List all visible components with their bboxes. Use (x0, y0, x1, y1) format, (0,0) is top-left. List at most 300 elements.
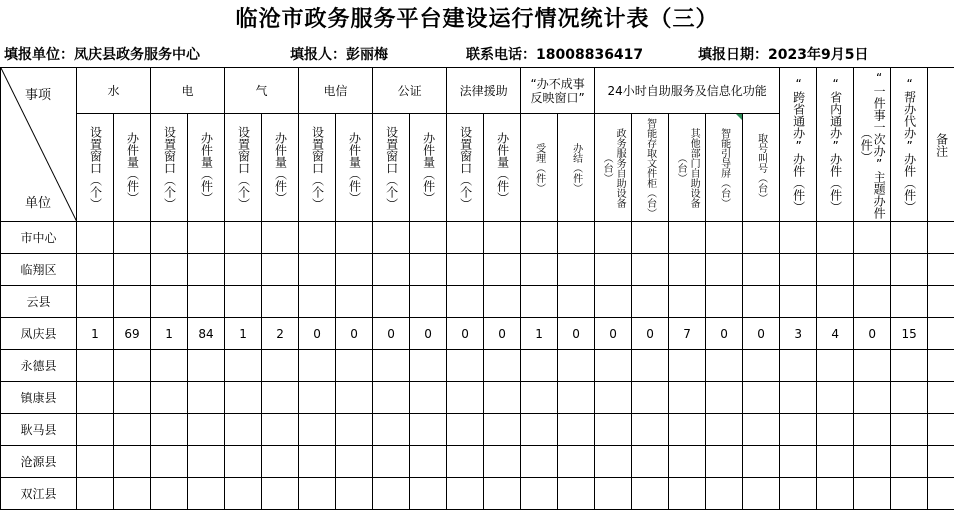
table-cell[interactable] (447, 446, 484, 478)
sub-gas-windows (225, 114, 262, 222)
stats-table (0, 67, 954, 510)
table-cell[interactable]: 0 (299, 318, 336, 350)
table-cell[interactable] (410, 222, 447, 254)
table-cell[interactable] (447, 222, 484, 254)
sub-telecom-windows (299, 114, 336, 222)
sub-legal-windows (447, 114, 484, 222)
sub-notary-cases (410, 114, 447, 222)
col-in-province-label: “省内通办”办件（件） (828, 76, 843, 213)
table-cell[interactable] (854, 414, 891, 446)
table-cell[interactable] (484, 414, 521, 446)
table-row (1, 222, 954, 254)
row-unit-name: 沧源县 (1, 446, 77, 478)
table-cell[interactable] (817, 478, 854, 510)
table-cell[interactable] (521, 446, 558, 478)
table-cell[interactable] (336, 382, 373, 414)
table-cell[interactable] (151, 478, 188, 510)
page-title: 临沧市政务服务平台建设运行情况统计表（三） (235, 6, 719, 32)
table-cell[interactable] (484, 254, 521, 286)
table-cell[interactable] (817, 414, 854, 446)
table-cell[interactable] (373, 414, 410, 446)
table-cell[interactable] (817, 350, 854, 382)
table-cell[interactable]: 15 (891, 318, 928, 350)
sub-label: 办件量（件） (125, 131, 140, 204)
row-unit-name: 耿马县 (1, 414, 77, 446)
table-cell[interactable] (595, 222, 632, 254)
table-cell[interactable] (632, 350, 669, 382)
table-cell[interactable] (188, 446, 225, 478)
table-cell[interactable] (817, 446, 854, 478)
table-cell[interactable] (151, 382, 188, 414)
table-cell[interactable] (706, 350, 743, 382)
table-cell[interactable] (262, 382, 299, 414)
sub-other-devices (669, 114, 706, 222)
table-cell[interactable] (632, 478, 669, 510)
table-cell[interactable] (706, 414, 743, 446)
fill-unit-label: 填报单位： (4, 47, 74, 63)
group-selfservice: 24小时自助服务及信息化功能 (595, 68, 780, 114)
table-cell[interactable] (632, 222, 669, 254)
table-cell[interactable] (77, 414, 114, 446)
table-cell[interactable] (595, 286, 632, 318)
table-cell[interactable] (780, 414, 817, 446)
sub-label: 办结（件） (570, 142, 582, 193)
table-cell[interactable] (410, 382, 447, 414)
table-cell[interactable] (632, 382, 669, 414)
table-cell[interactable] (558, 382, 595, 414)
table-cell[interactable] (928, 254, 954, 286)
table-cell[interactable]: 0 (447, 318, 484, 350)
table-cell[interactable] (743, 382, 780, 414)
table-cell[interactable] (521, 350, 558, 382)
col-one-thing-label: “一件事一次办”主题办件（件） (859, 70, 887, 219)
table-cell[interactable] (706, 446, 743, 478)
table-cell[interactable] (373, 478, 410, 510)
table-cell[interactable] (521, 414, 558, 446)
table-cell[interactable] (151, 414, 188, 446)
table-cell[interactable] (114, 382, 151, 414)
table-cell[interactable]: 0 (632, 318, 669, 350)
table-cell[interactable] (595, 254, 632, 286)
sub-power-windows (151, 114, 188, 222)
table-cell[interactable] (669, 446, 706, 478)
sub-label: 其他部门自助设备（台） (675, 127, 700, 208)
table-cell[interactable] (743, 222, 780, 254)
col-one-thing (854, 68, 891, 222)
table-cell[interactable]: 1 (77, 318, 114, 350)
col-cross-province-label: “跨省通办”办件（件） (791, 76, 806, 213)
table-cell[interactable] (595, 446, 632, 478)
table-cell[interactable]: 0 (854, 318, 891, 350)
sub-label: 政务服务自助设备（台） (601, 127, 626, 208)
table-cell[interactable]: 0 (558, 318, 595, 350)
table-cell[interactable]: 0 (373, 318, 410, 350)
row-unit-name: 凤庆县 (1, 318, 77, 350)
table-cell[interactable] (928, 414, 954, 446)
table-cell[interactable] (299, 414, 336, 446)
table-cell[interactable] (780, 478, 817, 510)
table-cell[interactable] (151, 446, 188, 478)
fill-date-value: 2023年9月5日 (768, 47, 869, 63)
phone (466, 45, 643, 65)
group-water: 水 (77, 68, 151, 114)
table-cell[interactable] (780, 382, 817, 414)
table-cell[interactable] (114, 254, 151, 286)
sub-power-cases (188, 114, 225, 222)
table-cell[interactable] (447, 350, 484, 382)
table-cell[interactable] (151, 254, 188, 286)
col-proxy-label: “帮办代办”办件（件） (902, 76, 917, 213)
table-cell[interactable] (114, 414, 151, 446)
table-cell[interactable] (151, 222, 188, 254)
table-cell[interactable] (447, 414, 484, 446)
table-cell[interactable] (817, 382, 854, 414)
table-cell[interactable] (558, 222, 595, 254)
sub-queue (743, 114, 780, 222)
table-cell[interactable] (484, 478, 521, 510)
table-cell[interactable] (299, 446, 336, 478)
sub-water-windows (77, 114, 114, 222)
sub-complaint-finished (558, 114, 595, 222)
row-unit-name: 市中心 (1, 222, 77, 254)
table-cell[interactable] (262, 478, 299, 510)
sub-storage (632, 114, 669, 222)
table-cell[interactable] (854, 286, 891, 318)
table-cell[interactable] (447, 478, 484, 510)
table-cell[interactable] (521, 382, 558, 414)
table-cell[interactable] (336, 414, 373, 446)
table-cell[interactable] (410, 254, 447, 286)
table-cell[interactable] (77, 254, 114, 286)
table-cell[interactable] (114, 446, 151, 478)
table-cell[interactable] (928, 318, 954, 350)
sub-water-cases (114, 114, 151, 222)
table-cell[interactable] (743, 254, 780, 286)
sub-label: 办件量（件） (273, 131, 288, 204)
row-unit-name: 云县 (1, 286, 77, 318)
table-cell[interactable] (743, 286, 780, 318)
sub-label: 办件量（件） (199, 131, 214, 204)
table-cell[interactable] (854, 382, 891, 414)
sub-label: 办件量（件） (495, 131, 510, 204)
table-row (1, 446, 954, 478)
table-cell[interactable] (447, 382, 484, 414)
table-cell[interactable] (669, 350, 706, 382)
table-cell[interactable] (373, 382, 410, 414)
table-cell[interactable] (336, 350, 373, 382)
table-cell[interactable] (743, 414, 780, 446)
table-cell[interactable] (410, 350, 447, 382)
table-cell[interactable]: 0 (410, 318, 447, 350)
row-unit-name: 临翔区 (1, 254, 77, 286)
table-cell[interactable] (114, 286, 151, 318)
sub-label: 智能引导屏（台） (718, 127, 730, 208)
table-cell[interactable] (780, 286, 817, 318)
row-unit-name: 双江县 (1, 478, 77, 510)
table-cell[interactable] (928, 478, 954, 510)
sub-label: 设置窗口（个） (88, 125, 103, 210)
table-cell[interactable] (780, 350, 817, 382)
table-cell[interactable] (225, 222, 262, 254)
table-cell[interactable] (336, 222, 373, 254)
col-proxy (891, 68, 928, 222)
sub-label: 受理（件） (533, 142, 545, 193)
table-cell[interactable] (373, 350, 410, 382)
table-cell[interactable] (188, 254, 225, 286)
sub-gov-devices (595, 114, 632, 222)
sub-label: 设置窗口（个） (236, 125, 251, 210)
table-cell[interactable] (410, 446, 447, 478)
table-cell[interactable] (632, 286, 669, 318)
phone-value: 18008836417 (536, 47, 644, 63)
table-cell[interactable] (669, 382, 706, 414)
table-row (1, 382, 954, 414)
table-cell[interactable]: 1 (521, 318, 558, 350)
table-cell[interactable] (595, 414, 632, 446)
table-cell[interactable] (336, 254, 373, 286)
table-cell[interactable] (410, 286, 447, 318)
table-cell[interactable] (484, 446, 521, 478)
table-cell[interactable] (225, 254, 262, 286)
table-cell[interactable] (669, 222, 706, 254)
table-cell[interactable] (706, 382, 743, 414)
sub-gas-cases (262, 114, 299, 222)
table-cell[interactable] (262, 350, 299, 382)
filler-value: 彭丽梅 (346, 47, 388, 63)
table-cell[interactable] (891, 286, 928, 318)
table-cell[interactable] (299, 222, 336, 254)
sub-label: 设置窗口（个） (458, 125, 473, 210)
sub-label: 智能存取文件柜（台） (644, 117, 656, 218)
sub-legal-cases (484, 114, 521, 222)
table-cell[interactable] (558, 446, 595, 478)
table-cell[interactable] (669, 254, 706, 286)
table-cell[interactable] (558, 350, 595, 382)
table-cell[interactable] (484, 286, 521, 318)
table-row (1, 414, 954, 446)
group-complaint: “办不成事反映窗口” (521, 68, 595, 114)
table-cell[interactable] (188, 478, 225, 510)
table-cell[interactable] (114, 478, 151, 510)
table-cell[interactable] (151, 350, 188, 382)
sub-complaint-accepted (521, 114, 558, 222)
table-cell[interactable] (743, 478, 780, 510)
table-cell[interactable] (891, 478, 928, 510)
table-cell[interactable]: 0 (595, 318, 632, 350)
group-telecom: 电信 (299, 68, 373, 114)
table-cell[interactable] (151, 286, 188, 318)
table-cell[interactable] (484, 382, 521, 414)
table-cell[interactable] (262, 286, 299, 318)
filler-label: 填报人： (290, 47, 346, 63)
table-cell[interactable] (225, 414, 262, 446)
table-cell[interactable]: 1 (151, 318, 188, 350)
table-cell[interactable] (262, 254, 299, 286)
table-cell[interactable] (410, 414, 447, 446)
corner-header (1, 68, 77, 222)
table-cell[interactable] (928, 286, 954, 318)
table-cell[interactable] (669, 478, 706, 510)
table-cell[interactable] (854, 254, 891, 286)
table-cell[interactable] (891, 382, 928, 414)
table-cell[interactable] (188, 382, 225, 414)
table-cell[interactable]: 0 (336, 318, 373, 350)
row-unit-name: 永德县 (1, 350, 77, 382)
group-gas: 气 (225, 68, 299, 114)
table-cell[interactable] (521, 478, 558, 510)
table-cell[interactable] (373, 222, 410, 254)
sub-label: 设置窗口（个） (310, 125, 325, 210)
table-cell[interactable] (928, 222, 954, 254)
sub-label: 办件量（件） (421, 131, 436, 204)
table-cell[interactable] (558, 254, 595, 286)
table-cell[interactable] (262, 414, 299, 446)
table-cell[interactable] (299, 254, 336, 286)
table-cell[interactable] (595, 382, 632, 414)
table-cell[interactable] (891, 254, 928, 286)
table-cell[interactable] (336, 446, 373, 478)
table-cell[interactable] (299, 350, 336, 382)
sub-label: 设置窗口（个） (162, 125, 177, 210)
table-cell[interactable]: 0 (706, 318, 743, 350)
table-cell[interactable] (854, 446, 891, 478)
table-cell[interactable] (743, 350, 780, 382)
table-cell[interactable] (854, 350, 891, 382)
table-cell[interactable] (77, 446, 114, 478)
table-cell[interactable] (706, 478, 743, 510)
table-cell[interactable] (447, 286, 484, 318)
table-cell[interactable] (299, 382, 336, 414)
table-cell[interactable] (77, 382, 114, 414)
row-unit-name: 镇康县 (1, 382, 77, 414)
table-cell[interactable] (558, 478, 595, 510)
table-cell[interactable] (521, 222, 558, 254)
corner-top-label: 事项 (25, 88, 52, 103)
table-row (1, 478, 954, 510)
table-cell[interactable]: 4 (817, 318, 854, 350)
table-cell[interactable] (521, 286, 558, 318)
table-cell[interactable] (114, 350, 151, 382)
table-cell[interactable] (188, 286, 225, 318)
table-cell[interactable] (817, 222, 854, 254)
table-cell[interactable] (928, 446, 954, 478)
table-cell[interactable] (521, 254, 558, 286)
table-cell[interactable]: 1 (225, 318, 262, 350)
table-cell[interactable] (891, 222, 928, 254)
fill-date-label: 填报日期： (698, 47, 768, 63)
table-row (1, 286, 954, 318)
table-cell[interactable]: 0 (484, 318, 521, 350)
table-cell[interactable] (373, 286, 410, 318)
table-cell[interactable] (77, 478, 114, 510)
table-cell[interactable] (558, 414, 595, 446)
table-cell[interactable] (891, 350, 928, 382)
sub-notary-windows (373, 114, 410, 222)
table-cell[interactable]: 0 (743, 318, 780, 350)
table-cell[interactable] (225, 382, 262, 414)
table-cell[interactable] (262, 222, 299, 254)
table-cell[interactable] (225, 478, 262, 510)
sub-label: 设置窗口（个） (384, 125, 399, 210)
table-cell[interactable] (299, 478, 336, 510)
sub-guide-screen (706, 114, 743, 222)
table-cell[interactable] (77, 286, 114, 318)
table-cell[interactable] (780, 254, 817, 286)
table-cell[interactable] (632, 254, 669, 286)
table-cell[interactable] (373, 446, 410, 478)
table-cell[interactable] (595, 478, 632, 510)
table-cell[interactable] (225, 350, 262, 382)
sub-label: 办件量（件） (347, 131, 362, 204)
table-cell[interactable] (336, 286, 373, 318)
table-cell[interactable] (632, 414, 669, 446)
table-cell[interactable] (410, 478, 447, 510)
corner-bottom-label: 单位 (25, 196, 52, 211)
table-cell[interactable] (854, 478, 891, 510)
table-cell[interactable] (891, 446, 928, 478)
table-cell[interactable] (595, 350, 632, 382)
table-row (1, 254, 954, 286)
table-cell[interactable] (225, 286, 262, 318)
group-notary: 公证 (373, 68, 447, 114)
table-cell[interactable]: 84 (188, 318, 225, 350)
table-cell[interactable] (780, 222, 817, 254)
table-cell[interactable] (706, 254, 743, 286)
table-cell[interactable] (77, 222, 114, 254)
table-row (1, 350, 954, 382)
table-cell[interactable] (262, 446, 299, 478)
table-cell[interactable] (114, 222, 151, 254)
table-cell[interactable] (891, 414, 928, 446)
table-row (1, 318, 954, 350)
table-cell[interactable] (632, 446, 669, 478)
table-cell[interactable] (780, 446, 817, 478)
table-cell[interactable]: 2 (262, 318, 299, 350)
table-cell[interactable] (669, 286, 706, 318)
table-cell[interactable] (188, 414, 225, 446)
table-cell[interactable] (447, 254, 484, 286)
table-cell[interactable] (706, 286, 743, 318)
table-cell[interactable] (743, 446, 780, 478)
phone-label: 联系电话： (466, 47, 536, 63)
table-cell[interactable] (373, 254, 410, 286)
table-cell[interactable] (706, 222, 743, 254)
fill-date (698, 45, 868, 65)
table-cell[interactable] (77, 350, 114, 382)
table-cell[interactable] (928, 382, 954, 414)
table-cell[interactable] (225, 446, 262, 478)
table-cell[interactable] (669, 414, 706, 446)
table-cell[interactable] (188, 222, 225, 254)
table-cell[interactable]: 7 (669, 318, 706, 350)
table-cell[interactable] (336, 478, 373, 510)
table-cell[interactable] (484, 350, 521, 382)
table-cell[interactable]: 3 (780, 318, 817, 350)
fill-unit-value: 凤庆县政务服务中心 (74, 47, 200, 63)
group-power: 电 (151, 68, 225, 114)
table-cell[interactable] (188, 350, 225, 382)
table-cell[interactable] (558, 286, 595, 318)
table-cell[interactable] (817, 286, 854, 318)
table-cell[interactable] (299, 286, 336, 318)
table-cell[interactable] (928, 350, 954, 382)
table-cell[interactable] (484, 222, 521, 254)
table-cell[interactable] (817, 254, 854, 286)
col-remark-label: 备注 (934, 132, 949, 157)
sub-label: 取号叫号（台） (755, 132, 767, 203)
table-cell[interactable]: 69 (114, 318, 151, 350)
table-cell[interactable] (854, 222, 891, 254)
